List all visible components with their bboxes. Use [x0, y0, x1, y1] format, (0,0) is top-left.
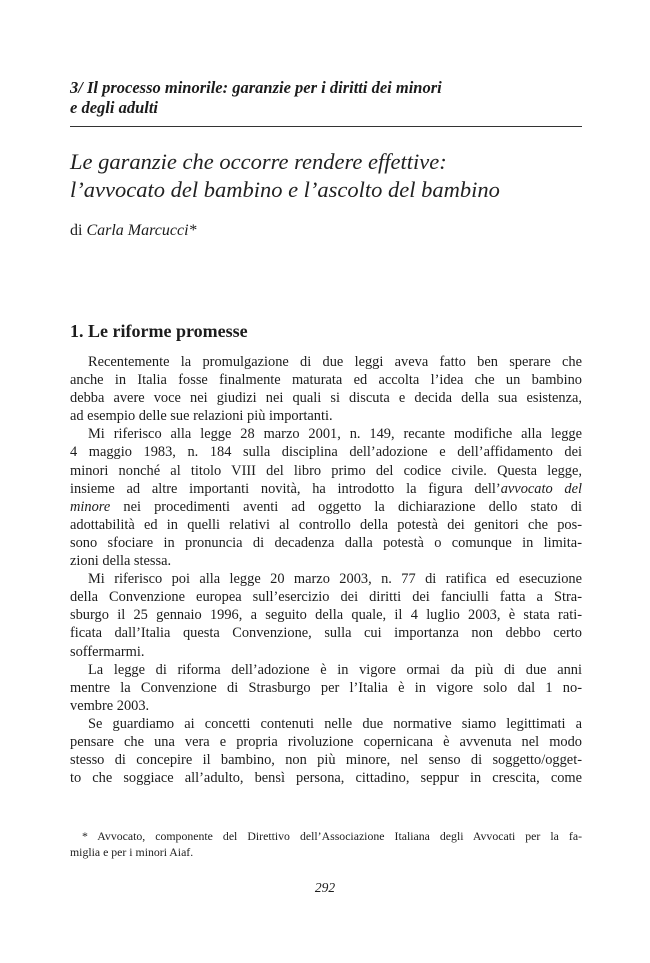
author-line: [70, 221, 197, 241]
text-span: nei procedimenti aventi ad oggetto la dichiarazione dello stato di: [110, 498, 582, 515]
page-number: 292: [314, 880, 336, 895]
text-line: Mi riferisco poi alla legge 20 marzo 2003, n. 77 di ratifica ed esecuzione: [88, 571, 582, 588]
text-line: della Convenzione europea sull’esercizio dei diritti dei fanciulli fatta a Stra-: [70, 589, 582, 606]
text-line: ficata dall’Italia questa Convenzione, sulla cui importanza non debbo certo: [70, 625, 582, 642]
body-text: [70, 353, 582, 787]
text-line: [70, 480, 582, 498]
text-line: sono sfociare in pronuncia di decadenza dalla potestà o comunque in limita-: [70, 534, 582, 551]
text-line: vembre 2003.: [70, 697, 150, 714]
text-line: anche in Italia fosse finalmente maturata ed accolta l’idea che un bambino: [70, 372, 582, 389]
text-span: insieme ad altre importanti novità, ha introdotto la figura dell’: [70, 480, 501, 497]
footnote: [70, 829, 582, 860]
text-line: sburgo il 25 gennaio 1996, a seguito della quale, il 4 luglio 2003, è stata rati-: [70, 607, 582, 624]
text-line: mentre la Convenzione di Strasburgo per l’Italia è in vigore solo dal 1 no-: [70, 679, 582, 696]
text-line: stesso di concepire il bambino, non più minore, nel senso di soggetto/ogget-: [70, 752, 582, 769]
author-name: Carla Marcucci*: [86, 222, 197, 239]
chapter-title-line: Le garanzie che occorre rendere effettive:: [70, 149, 447, 174]
horizontal-rule: [70, 126, 582, 127]
part-heading-line: e degli adulti: [70, 98, 158, 117]
chapter-title: [70, 148, 590, 204]
text-line: Recentemente la promulgazione di due leggi aveva fatto ben sperare che: [88, 354, 582, 370]
text-line: La legge di riforma dell’adozione è in vigore ormai da più di due anni: [88, 661, 582, 678]
part-heading: [70, 78, 582, 118]
footnote-line: * Avvocato, componente del Direttivo dell’Associazione Italiana degli Avvocati per la fa-: [82, 829, 582, 843]
part-heading-line: 3/ Il processo minorile: garanzie per i diritti dei minori: [70, 78, 442, 97]
text-line: Se guardiamo ai concetti contenuti nelle due normative siamo legittimati a: [88, 715, 582, 732]
text-line: to che soggiace all’adulto, bensì persona, cittadino, seppur in crescita, come: [70, 770, 582, 787]
footnote-line: miglia e per i minori Aiaf.: [70, 844, 194, 859]
text-line: ad esempio delle sue relazioni più importanti.: [70, 408, 333, 425]
text-line: [70, 498, 582, 516]
text-line: minori nonché al titolo VIII del libro primo del codice civile. Questa legge,: [70, 462, 582, 479]
text-line: pensare che una vera e propria rivoluzione copernicana è avvenuta nel modo: [70, 733, 582, 750]
text-line: zioni della stessa.: [70, 553, 172, 570]
section-heading: 1. Le riforme promesse: [70, 321, 248, 341]
chapter-title-line: l’avvocato del bambino e l’ascolto del bambino: [70, 177, 500, 202]
emphasis-text: minore: [70, 498, 111, 515]
text-line: soffermarmi.: [70, 643, 145, 660]
emphasis-text: avvocato del: [500, 480, 582, 497]
text-line: Mi riferisco alla legge 28 marzo 2001, n. 149, recante modifiche alla legge: [88, 426, 582, 443]
text-line: 4 maggio 1983, n. 184 sulla disciplina dell’adozione e dell’affidamento dei: [70, 444, 582, 461]
text-line: adottabilità ed in quelli relativi al controllo della potestà dei genitori che pos-: [70, 516, 582, 533]
text-line: debba avere voce nei giudizi nei quali si discuta e decida della sua esistenza,: [70, 390, 582, 407]
author-prefix: di: [70, 222, 83, 239]
